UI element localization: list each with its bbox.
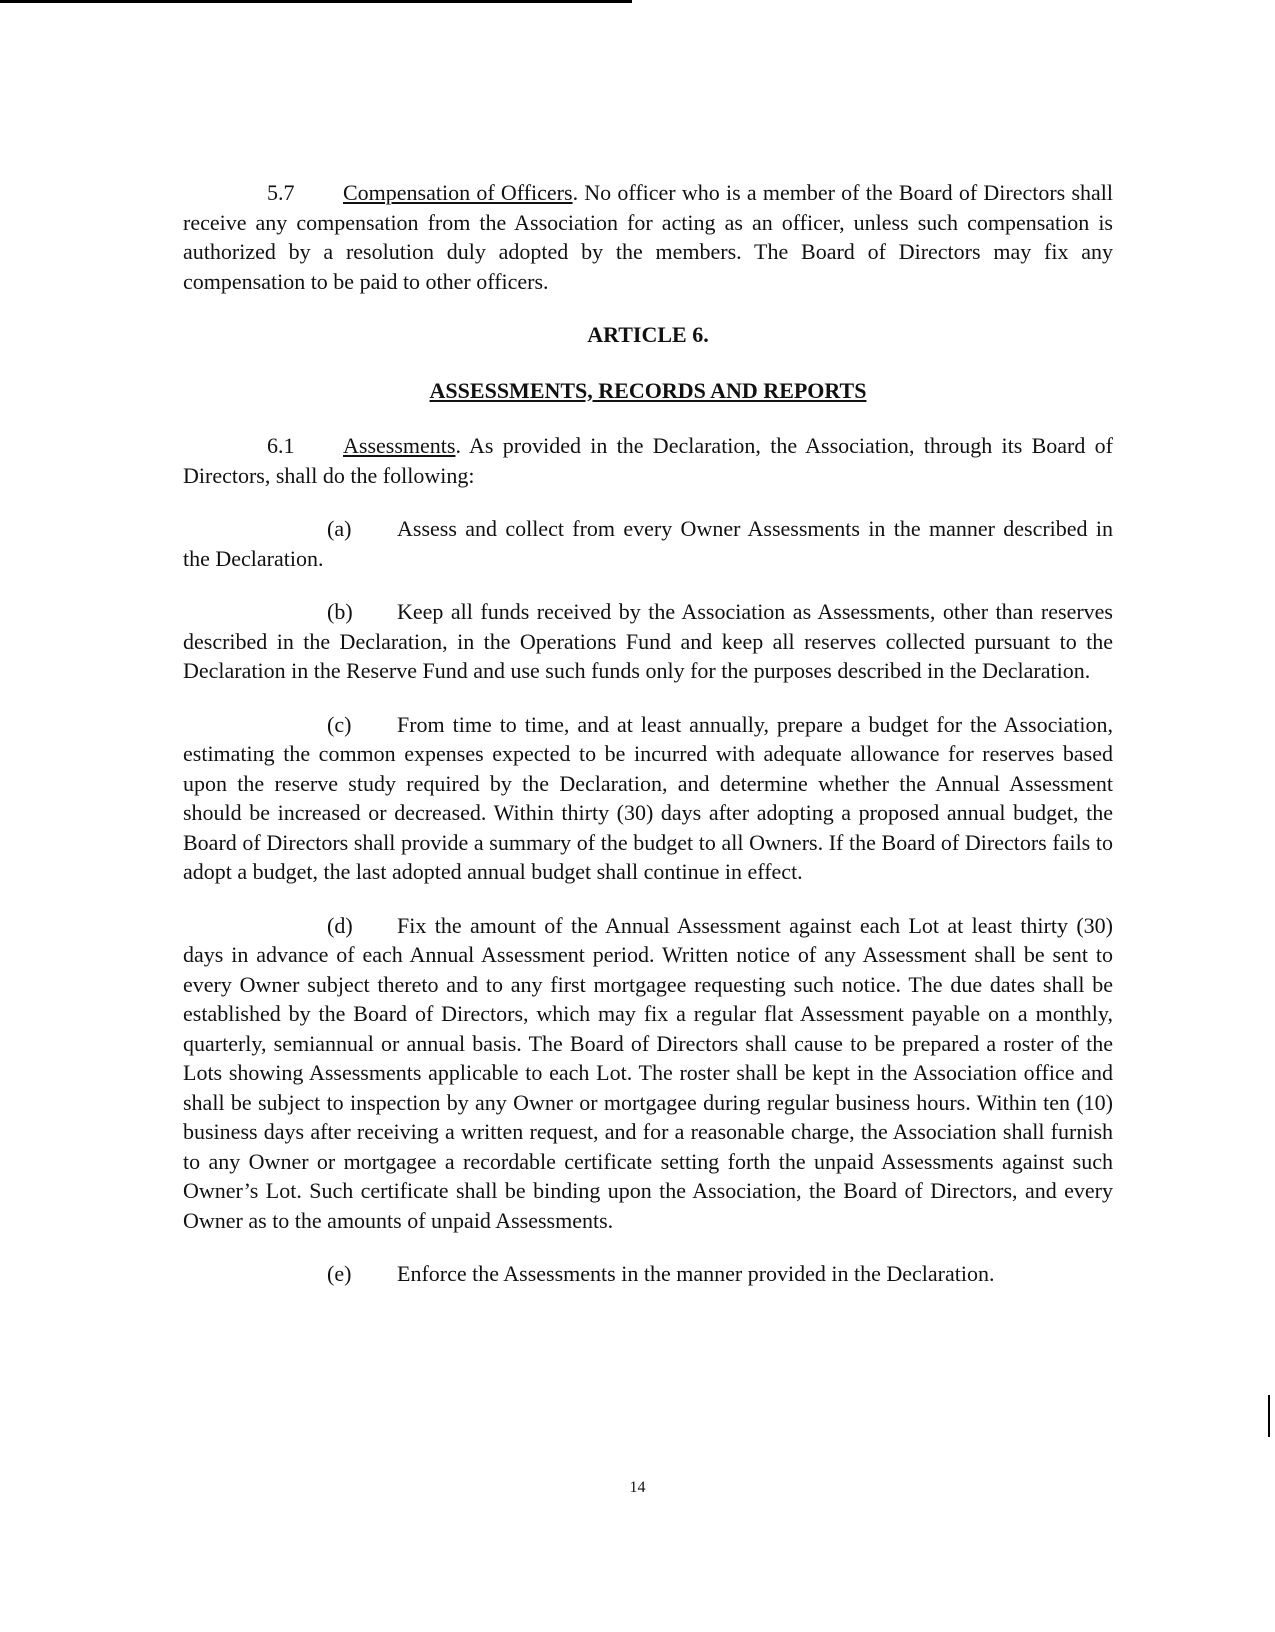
section-5-7 — [183, 178, 1113, 296]
section-number: 6.1 — [267, 433, 295, 458]
item-label: (b) — [327, 599, 353, 624]
section-title: Assessments — [343, 433, 456, 458]
item-label: (c) — [327, 711, 352, 737]
page-number: 14 — [629, 1479, 646, 1496]
scan-top-edge — [0, 0, 632, 3]
item-text: Enforce the Assessments in the manner provided in the Declaration. — [397, 1261, 995, 1286]
article-heading: ARTICLE 6. — [587, 322, 709, 347]
section-text: . No officer who is a member of the Board of Directors shall receive any compensation from the Association for acting as an officer, unless such compensation is authorized by a resolution duly adopted by the members. The Board of Directors may fix any compensation to be paid to other officers. — [183, 180, 1113, 294]
item-label: (d) — [327, 912, 353, 938]
document-body — [183, 178, 1113, 1313]
list-item-b — [183, 597, 1113, 686]
list-item-e — [183, 1259, 1113, 1289]
scan-edge-mark — [1268, 1395, 1270, 1437]
item-text: Keep all funds received by the Association as Assessments, other than reserves described in the Declaration, in the Operations Fund and keep all reserves collected pursuant to the Declaration in the Reserve Fund and use such funds only for the purposes described in the Declaration. — [183, 599, 1113, 683]
item-text: Fix the amount of the Annual Assessment against each Lot at least thirty (30) days in advance of each Annual Assessment period. Written notice of any Assessment shall be sent to every Owner subject thereto and to any first mortgagee requesting such notice. The due dates shall be established by the Board of Directors, which may fix a regular flat Assessment payable on a monthly, quarterly, semiannual or annual basis. The Board of Directors shall cause to be prepared a roster of the Lots showing Assessments applicable to each Lot. The roster shall be kept in the Association office and shall be subject to inspection by any Owner or mortgagee during regular business hours. Within ten (10) business days after receiving a written request, and for a reasonable charge, the Association shall furnish to any Owner or mortgagee a recordable certificate setting forth the unpaid Assessments against such Owner’s Lot. Such certificate shall be binding upon the Association, the Board of Directors, and every Owner as to the amounts of unpaid Assessments. — [183, 912, 1113, 1233]
item-label: (a) — [327, 516, 352, 541]
item-text: Assess and collect from every Owner Assessments in the manner described in the Declaration. — [183, 516, 1113, 571]
item-label: (e) — [327, 1261, 352, 1286]
list-item-a — [183, 514, 1113, 573]
article-title: ASSESSMENTS, RECORDS AND REPORTS — [429, 377, 867, 403]
section-number: 5.7 — [267, 180, 295, 205]
section-text: . As provided in the Declaration, the Association, through its Board of Directors, shall do the following: — [183, 433, 1113, 488]
list-item-c — [183, 710, 1113, 887]
item-text: From time to time, and at least annually, prepare a budget for the Association, estimating the common expenses expected to be incurred with adequate allowance for reserves based upon the reserve study required by the Declaration, and determine whether the Annual Assessment should be increased or decreased. Within thirty (30) days after adopting a proposed annual budget, the Board of Directors shall provide a summary of the budget to all Owners. If the Board of Directors fails to adopt a budget, the last adopted annual budget shall continue in effect. — [183, 711, 1113, 884]
list-item-d — [183, 911, 1113, 1236]
section-title: Compensation of Officers — [343, 180, 573, 205]
section-6-1 — [183, 431, 1113, 490]
